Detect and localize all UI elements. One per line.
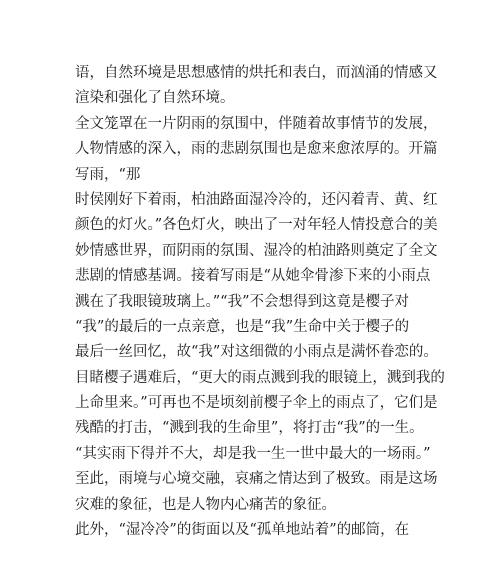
text-line: 目睹樱子遇难后，“更大的雨点溅到我的眼镜上，溅到我的 [75,369,445,386]
text-line: 悲剧的情感基调。接着写雨是“从她伞骨渗下来的小雨点 [75,268,431,285]
text-line: 灾难的象征，也是人物内心痛苦的象征。 [75,496,336,513]
text-line: 写雨，“那 [75,166,141,183]
text-line: “其实雨下得并不大，却是我一生一世中最大的一场雨。” [75,445,431,462]
text-line: 时侯刚好下着雨，柏油路面湿冷冷的，还闪着青、黄、红 [75,191,438,208]
text-line: 语，自然环境是思想感情的烘托和表白，而汹涌的情感又 [75,65,438,81]
text-line: 颜色的灯火。”各色灯火，映出了一对年轻人情投意合的美 [75,217,438,234]
text-line: 全文笼罩在一片阴雨的氛围中，伴随着故事情节的发展， [75,115,438,132]
text-line: 最后一丝回忆，故“我”对这细微的小雨点是满怀眷恋的。 [75,344,438,361]
text-line: 残酷的打击，“溅到我的生命里”，将打击“我”的一生。 [75,420,424,437]
text-line: 人物情感的深入，雨的悲剧氛围也是愈来愈浓厚的。开篇 [75,141,438,158]
text-line: 上命里来。”可再也不是顷刻前樱子伞上的雨点了，它们是 [75,395,438,412]
text-line: 溅在了我眼镜玻璃上。”“我”不会想得到这竟是樱子对 [75,293,409,310]
article-text [75,61,445,543]
text-line: 妙情感世界，而阴雨的氛围、湿冷的柏油路则奠定了全文 [75,242,438,259]
text-line: “我”的最后的一点亲意，也是“我”生命中关于樱子的 [75,318,410,335]
text-line: 至此，雨境与心境交融，哀痛之情达到了极致。雨是这场 [75,471,438,488]
text-line: 渲染和强化了自然环境。 [75,90,235,107]
text-line: 此外，“湿冷冷”的街面以及“孤单地站着”的邮筒，在 [75,522,410,539]
